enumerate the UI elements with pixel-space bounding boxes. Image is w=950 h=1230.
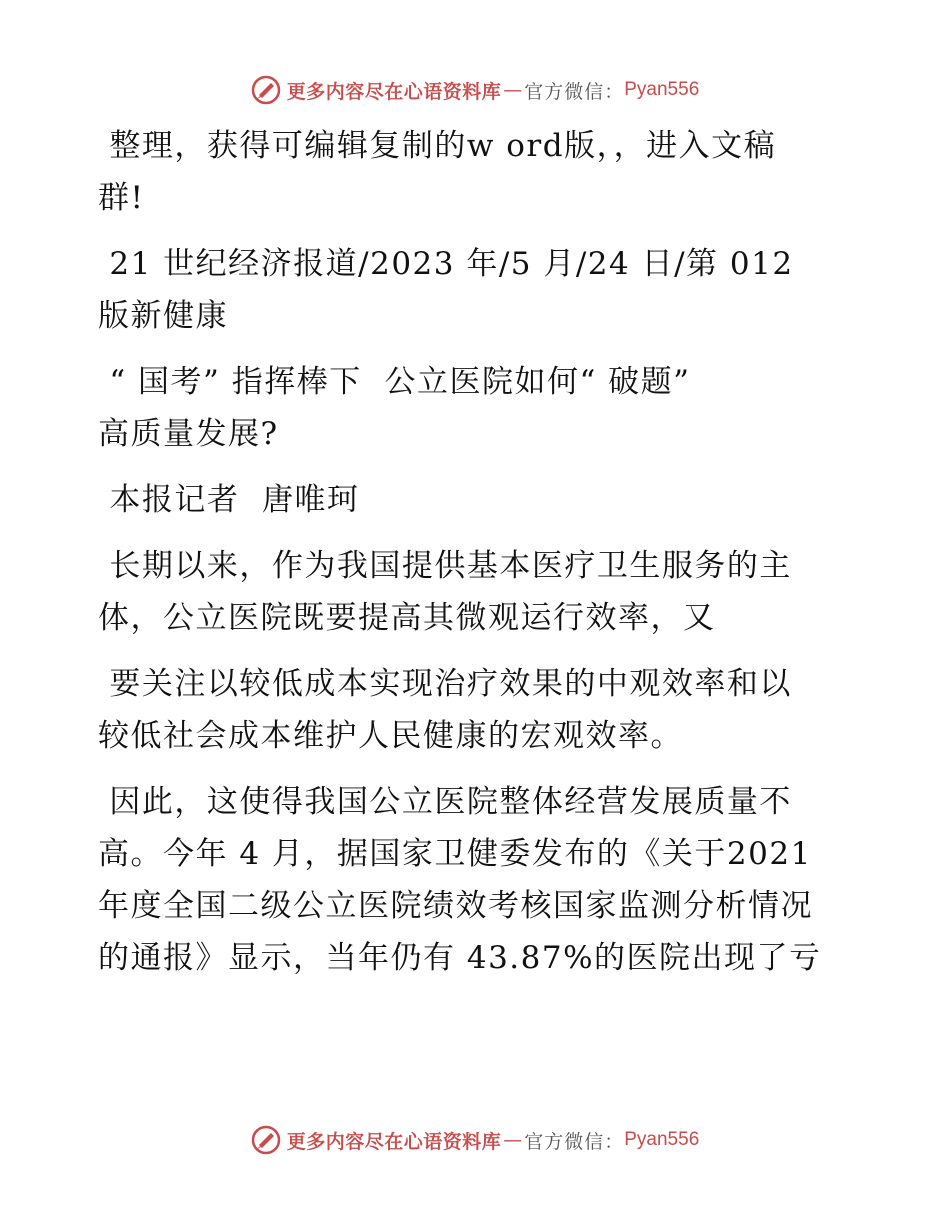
text-line: 长期以来，作为我国提供基本医疗卫生服务的主 — [98, 548, 792, 584]
text-line: 本报记者 唐唯珂 — [98, 482, 360, 518]
paragraph — [98, 120, 858, 224]
text-line: 因此，这使得我国公立医院整体经营发展质量不 — [98, 784, 792, 820]
header-banner-dash: — — [503, 79, 523, 101]
text-line: 整理，获得可编辑复制的w ord版，，进入文稿 — [98, 128, 777, 164]
text-line: 体，公立医院既要提高其微观运行效率，又 — [98, 600, 716, 636]
footer-banner — [0, 1120, 950, 1160]
byline — [98, 474, 858, 526]
text-line: 版新健康 — [98, 298, 228, 334]
paragraph — [98, 658, 858, 762]
brush-logo-icon — [251, 1125, 281, 1155]
footer-banner-dash: — — [503, 1129, 523, 1151]
text-line: 要关注以较低成本实现治疗效果的中观效率和以 — [98, 666, 792, 702]
footer-banner-wechat-id: Pyan556 — [624, 1129, 700, 1150]
text-line: 21 世纪经济报道/2023 年/5 月/24 日/第 012 — [98, 246, 794, 282]
header-banner-title: 更多内容尽在心语资料库 — [286, 80, 502, 103]
text-line: 高。今年 4 月，据国家卫健委发布的《关于2021 — [98, 836, 812, 872]
paragraph — [98, 776, 858, 984]
article-title — [98, 356, 858, 460]
text-line: 群! — [98, 180, 145, 216]
text-line: 较低社会成本维护人民健康的宏观效率。 — [98, 718, 683, 754]
text-line: “ 国考” 指挥棒下 公立医院如何“ 破题” — [98, 364, 691, 400]
brush-logo-icon — [251, 75, 281, 105]
header-banner — [0, 70, 950, 110]
footer-banner-wechat-label: 官方微信： — [524, 1130, 625, 1153]
header-banner-wechat-label: 官方微信： — [524, 80, 625, 103]
text-line: 年度全国二级公立医院绩效考核国家监测分析情况 — [98, 888, 813, 924]
text-line: 的通报》显示，当年仍有 43.87%的医院出现了亏 — [98, 940, 822, 976]
document-body — [98, 120, 858, 998]
header-banner-wechat-id: Pyan556 — [624, 79, 700, 100]
footer-banner-title: 更多内容尽在心语资料库 — [286, 1130, 502, 1153]
text-line: 高质量发展? — [98, 416, 279, 452]
paragraph — [98, 540, 858, 644]
paragraph — [98, 238, 858, 342]
